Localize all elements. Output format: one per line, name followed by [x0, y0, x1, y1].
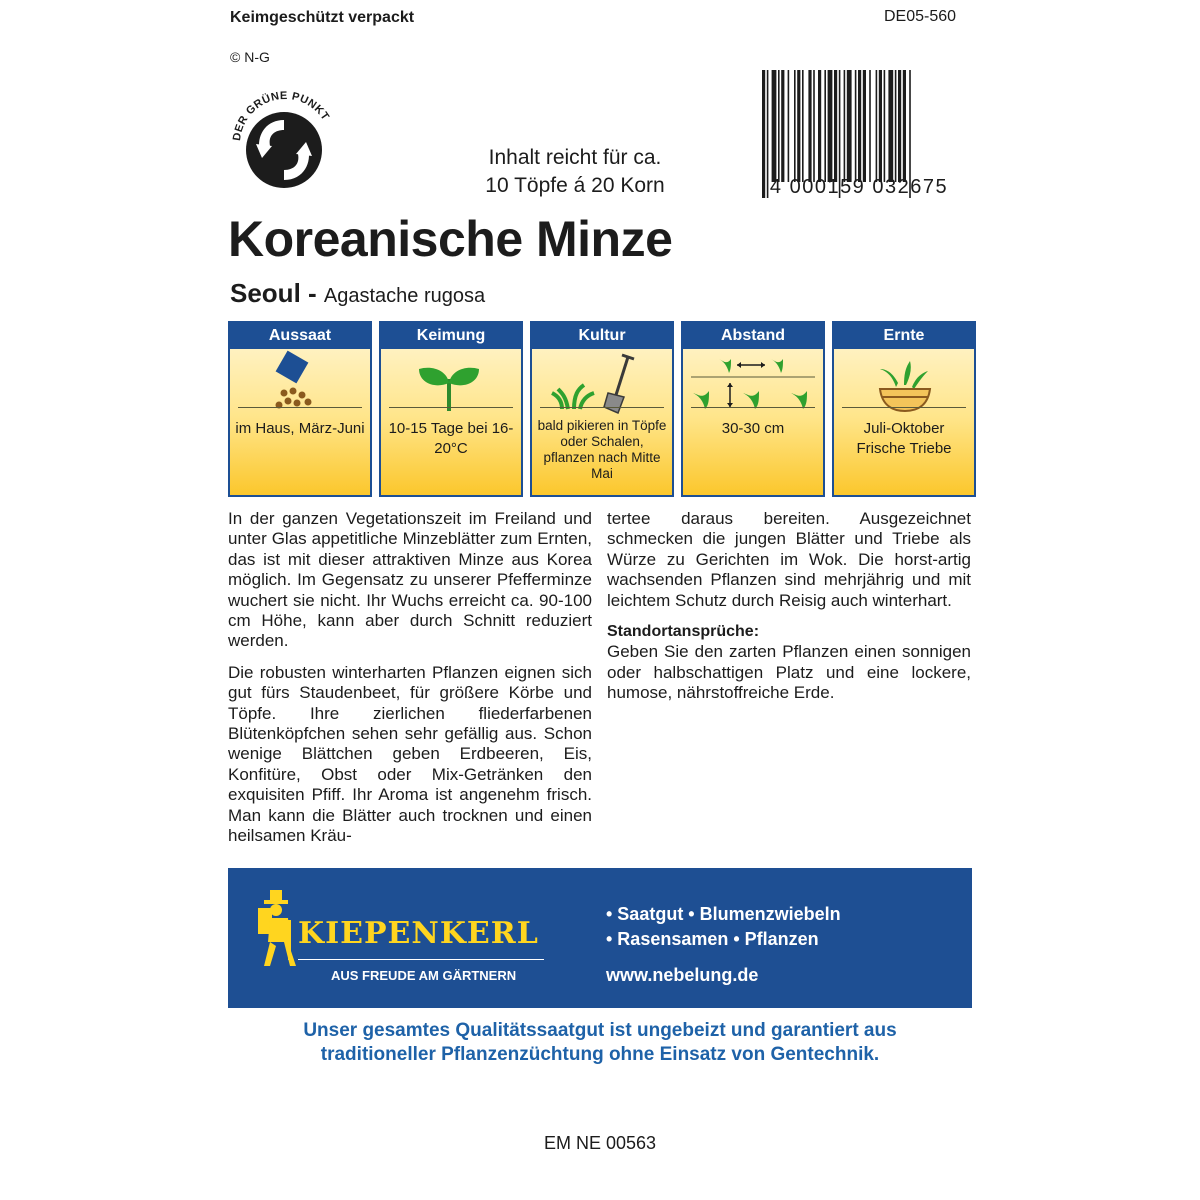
barcode-bar: [863, 70, 866, 182]
brand-banner: [228, 868, 972, 1008]
product-range-line1: • Saatgut • Blumenzwiebeln: [606, 904, 841, 924]
barcode-bar: [813, 70, 815, 182]
barcode-bar: [808, 70, 811, 182]
barcode-bar: [818, 70, 821, 182]
panel-text: Juli-Oktober Frische Triebe: [856, 420, 952, 457]
barcode-bar: [855, 70, 857, 182]
content-info-line1: Inhalt reicht für ca.: [488, 146, 662, 169]
batch-code: EM NE 00563: [543, 1133, 657, 1153]
barcode-bar: [794, 70, 796, 182]
content-info-line2: 10 Töpfe á 20 Korn: [485, 174, 665, 197]
description-paragraph-2-part2: tertee daraus bereiten. Ausgezeichnet schmecken die jungen Blätter und Triebe als Würze zu Gerichten im Wok. Die horst-artig wachsenden Pflanzen sind mehrjährig und mit leichtem Schutz durch Reisig auch winterhart.: [607, 509, 971, 610]
panel-ernte: [832, 321, 976, 497]
description-paragraph-1: In der ganzen Vegetationszeit im Freiland und unter Glas appetitliche Minzeblätter zum Ernten, das ist mit dieser attraktiven Minze aus Korea möglich. Im Gegensatz zu unserer Pfefferminze wuchert sie nicht. Ihr Wuchs erreicht ca. 90-100 cm Höhe, kann aber durch Schnitt reduziert werden.: [228, 509, 592, 651]
barcode-bar: [895, 70, 897, 182]
brand-divider: [298, 959, 544, 960]
copyright-note: © N-G: [230, 49, 270, 65]
brand-name: KIEPENKERL: [298, 916, 539, 951]
product-title: Koreanische Minze: [228, 211, 673, 267]
panel-heading: Aussaat: [230, 323, 370, 349]
barcode-bar: [858, 70, 861, 182]
barcode-bar: [834, 70, 837, 182]
quality-statement: [230, 1019, 970, 1066]
panel-abstand: [681, 321, 825, 497]
variety-name: Seoul -: [230, 278, 324, 308]
barcode-bar: [828, 70, 833, 182]
location-text: Geben Sie den zarten Pflanzen einen sonnigen oder halbschattigen Platz und eine lockere, humose, nährstoffreiche Erde.: [607, 642, 971, 703]
barcode-bar: [772, 70, 777, 182]
seedling-icon: [381, 349, 521, 415]
barcode-bar: [797, 70, 800, 182]
product-range-list: [606, 902, 841, 952]
panel-heading: Keimung: [381, 323, 521, 349]
panel-text: bald pikieren in Töpfe oder Schalen, pflanzen nach Mitte Mai: [537, 418, 667, 481]
website-link[interactable]: www.nebelung.de: [606, 965, 759, 985]
barcode-bar: [788, 70, 790, 182]
quality-statement-line1: Unser gesamtes Qualitätssaatgut ist ungebeizt und garantiert aus: [303, 1020, 897, 1041]
barcode-bar: [888, 70, 893, 182]
brand-slogan: AUS FREUDE AM GÄRTNERN: [331, 968, 517, 983]
barcode-bar: [802, 70, 804, 182]
barcode-bar: [898, 70, 901, 182]
content-info: [440, 144, 710, 200]
panel-keimung: [379, 321, 523, 497]
barcode-bar: [781, 70, 784, 182]
panel-text: 30-30 cm: [721, 420, 785, 437]
quality-statement-line2: traditioneller Pflanzenzüchtung ohne Einsatz von Gentechnik.: [320, 1043, 880, 1065]
barcode-number: 4 000159 032675: [769, 176, 949, 198]
barcode-bar: [824, 70, 826, 182]
svg-text:DER GRÜNE PUNKT: DER GRÜNE PUNKT: [230, 89, 332, 142]
barcode-bar: [844, 70, 846, 182]
description-column-right: [607, 509, 971, 715]
harvest-bowl-icon: [834, 349, 974, 415]
barcode-bar: [884, 70, 886, 182]
barcode-bar: [876, 70, 878, 182]
description-paragraph-2-part1: Die robusten winterharten Pflanzen eignen sich gut fürs Staudenbeet, für größere Körbe und Töpfe. Ihre zierlichen fliederfarbenen Blütenköpfchen sehen sehr gefällig aus. Schon wenige Blättchen geben Erdbeeren, Eis, Konfitüre, Obst oder Mix-Getränken den exquisiten Pfiff. Ihr Aroma ist angenehm frisch. Man kann die Blätter auch trocknen und einen heilsamen Kräu-: [228, 662, 592, 846]
barcode-bar: [879, 70, 882, 182]
barcode-bar: [778, 70, 780, 182]
product-subtitle: [230, 278, 485, 309]
panel-heading: Kultur: [532, 323, 672, 349]
seed-bag-icon: [230, 349, 370, 415]
barcode-bar: [847, 70, 852, 182]
panel-kultur: [530, 321, 674, 497]
panel-heading: Ernte: [834, 323, 974, 349]
spacing-icon: [683, 349, 823, 415]
barcode-bar: [869, 70, 871, 182]
location-heading: Standortansprüche:: [607, 623, 760, 641]
panel-text: im Haus, März-Juni: [235, 420, 365, 437]
panel-aussaat: [228, 321, 372, 497]
green-dot-logo: [226, 88, 342, 194]
latin-name: Agastache rugosa: [323, 285, 486, 307]
spade-icon: [532, 349, 672, 415]
panel-text: 10-15 Tage bei 16-20°C: [388, 420, 514, 457]
panel-heading: Abstand: [683, 323, 823, 349]
description-column-left: [228, 509, 592, 858]
product-range-line2: • Rasensamen • Pflanzen: [606, 929, 819, 949]
kiepenkerl-figure-icon: [254, 890, 300, 970]
article-number: DE05-560: [884, 8, 957, 25]
barcode-bar: [903, 70, 906, 182]
packaging-note: Keimgeschützt verpackt: [230, 9, 415, 26]
